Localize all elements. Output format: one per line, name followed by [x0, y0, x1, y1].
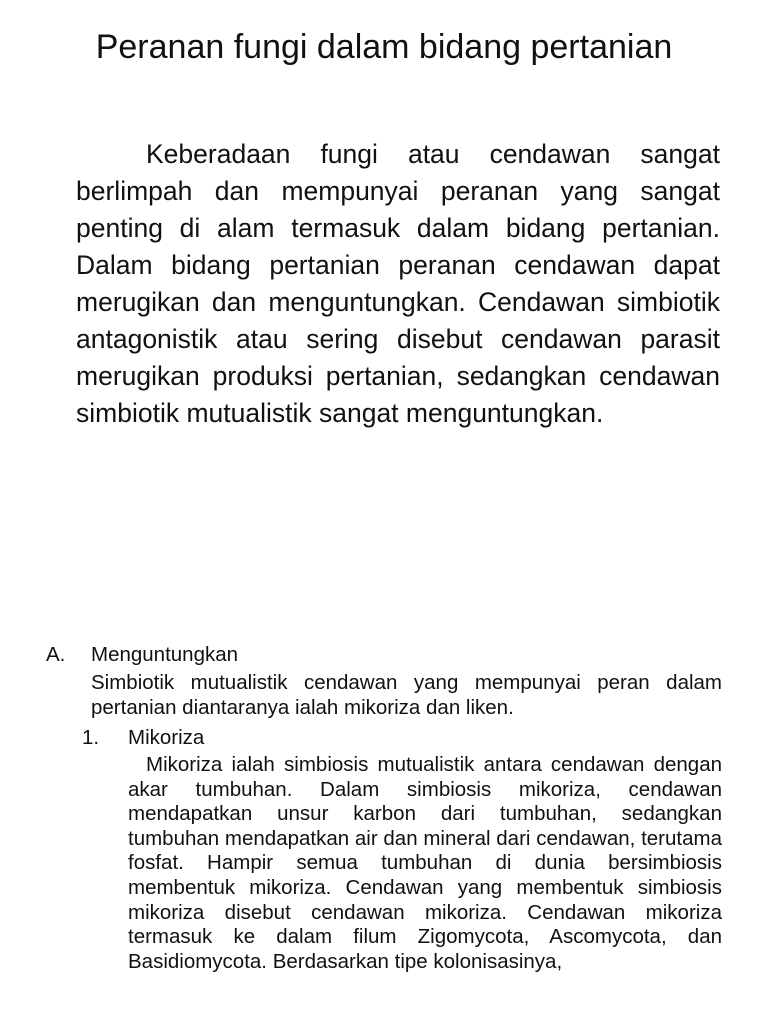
intro-paragraph: Keberadaan fungi atau cendawan sangat berlimpah dan mempunyai peranan yang sangat penting di alam termasuk dalam bidang pertanian. Dalam bidang pertanian peranan cendawan dapat merugikan dan menguntungkan. Cendawan simbiotik antagonistik atau sering disebut cendawan parasit merugikan produksi pertanian, sedangkan cendawan simbiotik mutualistik sangat menguntungkan. [76, 139, 720, 428]
page-title: Peranan fungi dalam bidang pertanian [95, 28, 673, 66]
mikoriza-marker: 1. [82, 725, 100, 749]
section-a-description: Simbiotik mutualistik cendawan yang mempunyai peran dalam pertanian diantaranya ialah mikoriza dan liken. [91, 670, 722, 719]
section-a-marker: A. [46, 643, 66, 666]
mikoriza-paragraph: Mikoriza ialah simbiosis mutualistik antara cendawan dengan akar tumbuhan. Dalam simbiosis mikoriza, cendawan mendapatkan unsur karbon dari tumbuhan, sedangkan tumbuhan mendapatkan air dan mineral dari cendawan, terutama fosfat. Hampir semua tumbuhan di dunia bersimbiosis membentuk mikoriza. Cendawan yang membentuk simbiosis mikoriza disebut cendawan mikoriza. Cendawan mikoriza termasuk ke dalam filum Zigomycota, Ascomycota, dan Basidiomycota. Berdasarkan tipe kolonisasinya, [128, 753, 722, 973]
mikoriza-heading: Mikoriza [128, 725, 205, 749]
section-a-heading: Menguntungkan [91, 643, 239, 666]
section-menguntungkan [46, 642, 722, 974]
section-a-heading-row [46, 642, 722, 668]
list-item-mikoriza [82, 725, 722, 751]
mikoriza-heading-row [82, 725, 722, 751]
